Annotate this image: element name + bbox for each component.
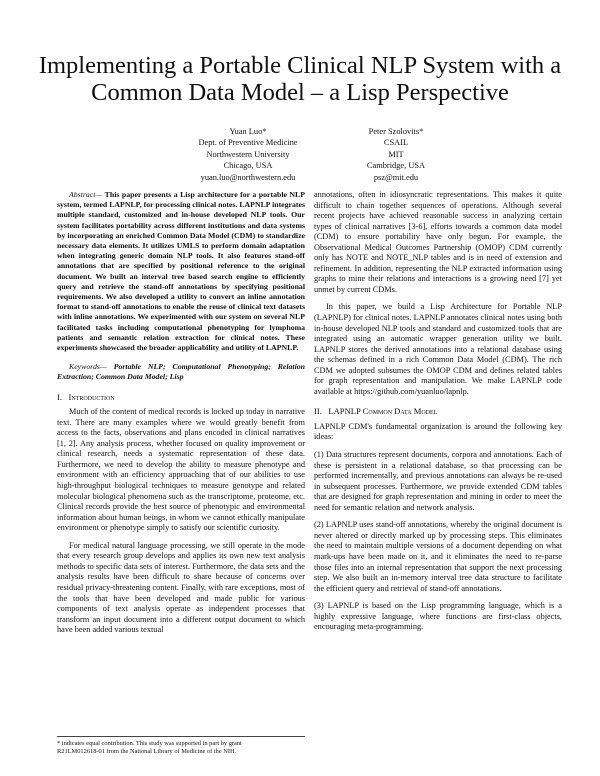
section-number: I. — [57, 391, 63, 402]
author-affiliation: Dept. of Preventive Medicine — [198, 138, 298, 148]
section-heading-introduction — [57, 392, 305, 403]
right-column — [314, 190, 562, 633]
intro-paragraph-4: In this paper, we build a Lisp Architecture for Portable NLP (LAPNLP) for clinical notes. LAPNLP annotates clinical notes using both in-house developed NLP tools and standard and customized tools that are integrated using an automatic wrapper generation utility we built. LAPNLP stores the derived annotations into a relational database using the schemas defined in a rich Common Data Model (CDM). The rich CDM we adopted subsumes the OMOP CDM and defines related tables for graph representation and manipulation. We make LAPNLP code available at https://github.com/yuanluo/lapnlp. — [314, 302, 562, 396]
intro-paragraph-1: Much of the content of medical records is locked up today in narrative text. There are many examples where we would greatly benefit from access to the facts, observations and plans encoded in clinical narratives [1, 2]. Any analysis process, whether focused on quality improvement or clinical research, needs a systematic representation of these data. Furthermore, we need to develop the ability to measure phenotype and environment with an efficiency approaching that of our abilities to use high-throughput biological techniques to measure genotype and related molecular biological phenomena such as the transcriptome, proteome, etc. Clinical records provide the best source of phenotypic and environmental information about human beings, in whom we cannot ethically manipulate environment or phenotype simply to satisfy our scientific curiosity. — [57, 407, 305, 533]
title-line-2: Common Data Model – a Lisp Perspective — [91, 79, 509, 106]
author-email: psz@mit.edu — [373, 172, 419, 182]
intro-paragraph-2: For medical natural language processing, we still operate in the mode that every research group develops and applies its own new text analysis methods to specific data sets of interest. Furthermore, the data sets and the analysis results have been difficult to share because of concerns over residual privacy-threatening content. Finally, with rare exceptions, most of the tools that have been developed and made public for various components of text analysis operate as independent processes that transform an input document into a different output document to which have been added various textual — [57, 540, 305, 635]
section-heading-cdm — [314, 406, 562, 417]
author-location: Cambridge, USA — [366, 161, 426, 171]
author-affiliation: CSAIL — [383, 138, 409, 148]
author-block-2 — [296, 126, 496, 183]
cdm-intro: LAPNLP CDM's fundamental organization is around the following key ideas: — [314, 421, 562, 442]
author-location: Chicago, USA — [223, 161, 273, 171]
abstract-lead: Abstract— — [69, 190, 103, 199]
title-line-1: Implementing a Portable Clinical NLP System with a — [38, 52, 562, 79]
author-affiliation: Northwestern University — [206, 149, 290, 159]
section-number: II. — [314, 406, 322, 417]
author-name: Peter Szolovits* — [368, 127, 424, 136]
section-title: Introduction — [68, 391, 115, 402]
abstract-text: This paper presents a Lisp architecture for a portable NLP system, termed LAPNLP, for processing clinical notes. LAPNLP integrates multiple standard, customized and in-house developed NLP tools. Our system facilitates portability across different institutions and data systems by incorporating an enriched Common Data Model (CDM) to standardize necessary data elements. It utilizes UMLS to perform domain adaptation when integrating generic domain NLP tools. It also features stand-off annotations that are specified by positional reference to the original document. We built an interval tree based search engine to efficiently query and retrieve the stand-off annotations by specifying positional requirements. We also developed a utility to convert an inline annotation format to stand-off annotations to enable the reuse of clinical text datasets with inline annotations. We experimented with our system on several NLP facilitated tasks including computational phenotyping for lymphoma patients and semantic relation extraction for clinical notes. These experiments showcased the broader applicability and utility of LAPNLP. — [57, 190, 305, 353]
author-affiliation: MIT — [388, 149, 404, 159]
paper-title — [20, 52, 580, 106]
intro-paragraph-3: annotations, often in idiosyncratic representations. This makes it quite difficult to chain together sequences of operations. Although several recent projects have achieved reasonable success in analyzing certain types of clinical narratives [3-6], efforts towards a common data model (CDM) to ensure portability have only begun. For example, the Observational Medical Outcomes Partnership (OMOP) CDM currently only has NOTE and NOTE_NLP tables and is in need of extension and refinement. In addition, representing the NLP extracted information using graphs to mine their relations and interactions is a growing need [7] yet unmet by current CDMs. — [314, 190, 562, 294]
section-title: LAPNLP Common Data Model — [328, 406, 438, 417]
keywords-lead: Keywords— — [69, 362, 107, 372]
footnote-line-2: R21LM012618-01 from the National Library of Medicine of the NIH. — [57, 748, 237, 755]
author-email: yuan.luo@northwestern.edu — [200, 172, 296, 182]
keywords — [57, 362, 305, 382]
keywords-text: Portable NLP; Computational Phenotyping; Relation Extraction; Common Data Model; Lisp — [57, 362, 305, 382]
author-name: Yuan Luo* — [229, 127, 267, 136]
cdm-list-item: (3) LAPNLP is based on the Lisp programming language, which is a highly expressive language, where functions are first-class objects, encouraging meta-programming. — [314, 601, 562, 632]
cdm-list-item: (1) Data structures represent documents, corpora and annotations. Each of these is persistent in a relational database, so that processing can be performed incrementally, and previous annotations can always be re-used in subsequent processes. Furthermore, we provide extended CDM tables that are designed for graph representation and mining in order to meet the need for semantic relation and network analysis. — [314, 450, 562, 512]
left-column — [57, 190, 305, 636]
cdm-list-item: (2) LAPNLP uses stand-off annotations, whereby the original document is never altered or directly marked up by processing steps. This eliminates the need to maintain multiple versions of a document depending on what mark-ups have been made on it, and it eliminates the need to re-parse those files into an internal representation that support the next processing step. We also built an in-memory interval tree data structure to facilitate the efficient query and retrieval of stand-off annotations. — [314, 520, 562, 593]
abstract — [57, 190, 305, 353]
footnote-line-1: * indicates equal contribution. This study was supported in part by grant — [57, 740, 242, 747]
footnote — [57, 736, 305, 756]
